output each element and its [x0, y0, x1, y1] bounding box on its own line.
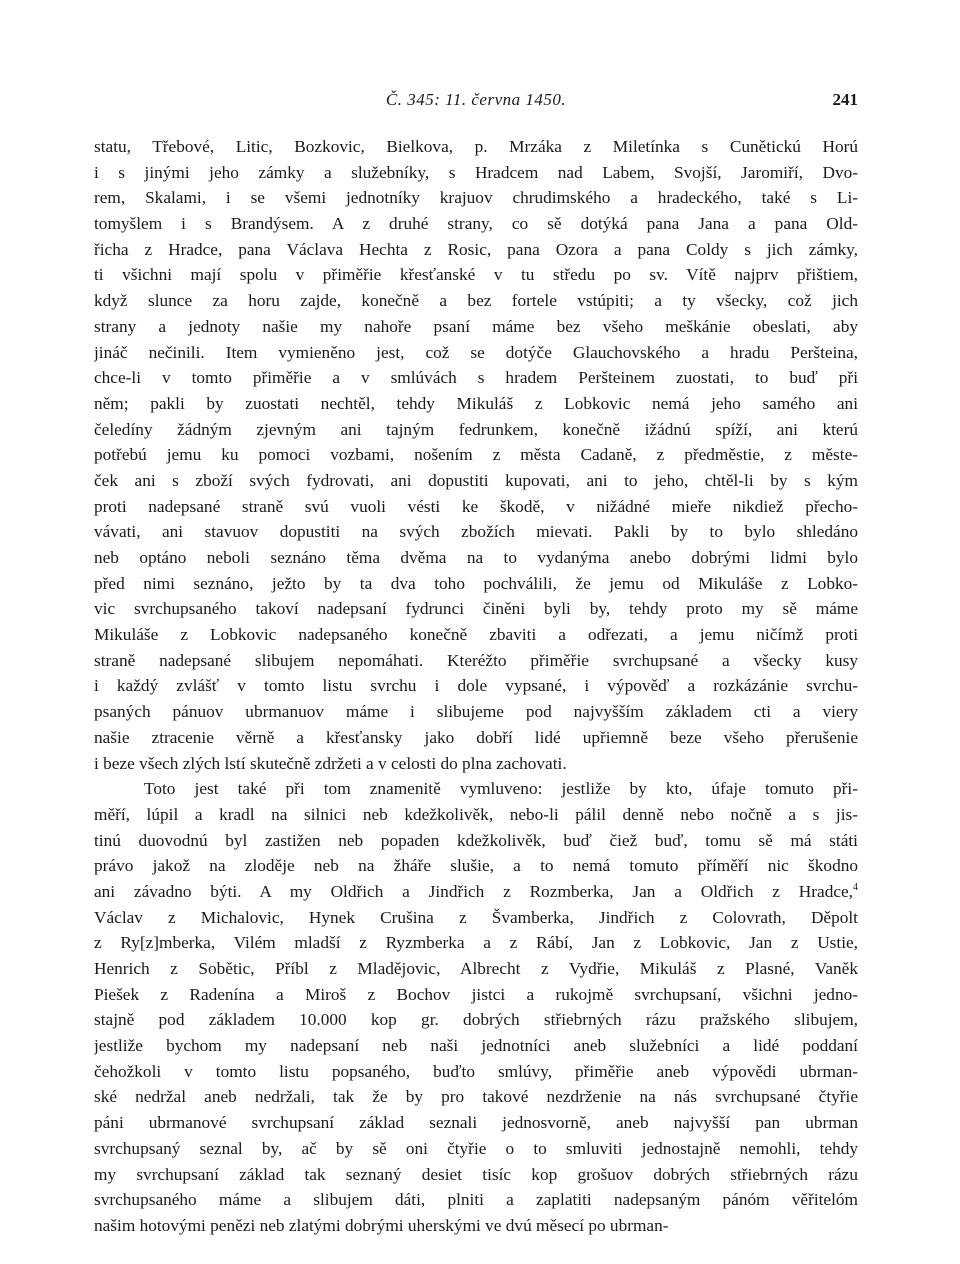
text-line: svrchupsaného máme a slibujem dáti, plniti a zaplatiti nadepsaným pánóm věřitelóm: [94, 1190, 858, 1210]
text-line: rem, Skalami, i se všemi jednotníky krajuov chrudimského a hradeckého, také s Li-: [94, 188, 858, 208]
text-line: jináč nečinili. Item vymieněno jest, což se dotýče Glauchovského a hradu Peršteina,: [94, 342, 858, 362]
text-line: proti nadepsané straně svú vuoli vésti ke škodě, v nižádné mieře nikdiež přecho-: [94, 496, 858, 516]
paragraph: [94, 134, 858, 776]
text-line: ské nedržal aneb nedržali, tak že by pro takové nezdrženie na nás svrchupsané čtyřie: [94, 1087, 858, 1107]
text-line: před nimi seznáno, ježto by ta dva toho pochválili, že jemu od Mikuláše z Lobko-: [94, 573, 858, 593]
text-line: Toto jest také při tom znamenitě vymluveno: jestliže by kto, úfaje tomuto při-: [144, 779, 858, 799]
text-line: svrchupsaný seznal by, ač by sě oni čtyřie o to smluviti jednostajně nemohli, tehdy: [94, 1138, 858, 1158]
text-line: Henrich z Sobětic, Příbl z Mladějovic, Albrecht z Vydřie, Mikuláš z Plasné, Vaněk: [94, 959, 858, 978]
text-line: páni ubrmanové svrchupsaní základ seznali jednosvorně, aneb najvyšší pan ubrman: [94, 1113, 858, 1133]
text-line: chce-li v tomto přiměřie a v smlúvách s hradem Peršteinem zuostati, to buď při: [94, 368, 858, 388]
text-line: našie ztracenie věrně a křesťansky jako dobří lidé upřiemně beze všeho přerušenie: [94, 727, 858, 747]
text-line: čeledíny žádným zjevným ani tajným fedrunkem, konečně ižádnú spíží, ani kterú: [94, 419, 858, 439]
text-line: stajně pod základem 10.000 kop gr. dobrých střiebrných rázu pražského slibujem,: [94, 1010, 858, 1030]
body-text: [94, 134, 858, 1239]
text-line: Piešek z Radenína a Miroš z Bochov jistci a rukojmě svrchupsaní, všichni jedno-: [94, 984, 858, 1004]
text-line: i s jinými jeho zámky a služebníky, s Hradcem nad Labem, Svojší, Jaromiří, Dvo-: [94, 162, 858, 182]
text-line: statu, Třebové, Litic, Bozkovic, Bielkova, p. Mrzáka z Miletínka s Cunětickú Horú: [94, 137, 858, 156]
text-line: čehožkoli v tomto listu popsaného, buďto smlúvy, přiměřie aneb výpovědi ubrman-: [94, 1061, 858, 1081]
text-line: straně nadepsané slibujem nepomáhati. Kteréžto přiměřie svrchupsané a všecky kusy: [94, 650, 858, 670]
text-line: ani závadno býti. A my Oldřich a Jindřich z Rozmberka, Jan a Oldřich z Hradce,$^4$: [94, 881, 858, 901]
text-line: měří, lúpil a kradl na silnici neb kdežkolivěk, nebo-li pálil denně nebo nočně a s jis-: [94, 804, 858, 824]
text-line: i beze všech zlých lstí skutečně zdržeti a v celosti do plna zachovati.: [94, 753, 567, 773]
running-header: [94, 90, 858, 116]
text-line: našim hotovými penězi neb zlatými dobrými uherskými ve dvú měsecí po ubrman-: [94, 1215, 669, 1235]
text-line: my svrchupsaní základ tak seznaný desiet tisíc kop grošuov dobrých střiebrných rázu: [94, 1164, 858, 1184]
text-line: ti všichni mají spolu v přiměřie křesťanské v tu středu po sv. Vítě najprv přištiem,: [94, 265, 858, 285]
text-line: řicha z Hradce, pana Václava Hechta z Rosic, pana Ozora a pana Coldy s jich zámky,: [94, 239, 858, 259]
text-line: Mikuláše z Lobkovic nadepsaného konečně zbaviti a odřezati, a jemu ničímž proti: [94, 625, 858, 645]
text-line: když slunce za horu zajde, konečně a bez fortele vstúpiti; a ty všecky, což jich: [94, 291, 858, 311]
text-line: ček ani s zboží svých fydrovati, ani dopustiti kupovati, ani to jeho, chtěl-li by s kým: [94, 470, 858, 490]
running-title: Č. 345: 11. června 1450.: [385, 90, 567, 109]
text-line: psaných pánuov ubrmanuov máme i slibujeme pod najvyšším základem cti a viery: [94, 702, 858, 722]
text-line: Václav z Michalovic, Hynek Crušina z Švamberka, Jindřich z Colovrath, Děpolt: [94, 907, 858, 927]
text-line: vávati, ani stavuov dopustiti na svých zbožích mievati. Pakli by to bylo shledáno: [94, 522, 858, 542]
text-line: vic svrchupsaného takoví nadepsaní fydrunci činěni byli by, tehdy proto my sě máme: [94, 599, 858, 619]
text-line: potřebú jemu ku pomoci vozbami, nošením z města Cadaně, z předměstie, z měste-: [94, 445, 858, 465]
paragraph: [94, 776, 858, 1238]
footnote-marker: 4: [853, 882, 858, 894]
text-line: strany a jednoty našie my nahoře psaní máme bez všeho meškánie obeslati, aby: [94, 316, 858, 336]
text-line: něm; pakli by zuostati nechtěl, tehdy Mikuláš z Lobkovic nemá jeho samého ani: [94, 393, 858, 413]
text-line: jestliže bychom my nadepsaní neb naši jednotníci aneb služebníci a lidé poddaní: [94, 1036, 858, 1056]
text-line: tomyšlem i s Brandýsem. A z druhé strany, co sě dotýká pana Jana a pana Old-: [94, 214, 858, 234]
text-line: z Ry[z]mberka, Vilém mladší z Ryzmberka a z Rábí, Jan z Lobkovic, Jan z Ustie,: [94, 933, 858, 953]
text-line: neb optáno neboli seznáno těma dvěma na to vydanýma anebo dobrými lidmi bylo: [94, 548, 858, 567]
text-line: i každý zvlášť v tomto listu svrchu i dole vypsané, i výpověď a rozkázánie svrchu-: [94, 676, 858, 696]
text-line: právo jakož na zloděje neb na žháře slušie, a to nemá tomuto příměří nic škodno: [94, 856, 858, 876]
page-number: 241: [832, 90, 858, 109]
text-line: tinú duovodnú byl zastižen neb popaden kdežkolivěk, buď čiež buď, tomu sě má státi: [94, 830, 858, 850]
